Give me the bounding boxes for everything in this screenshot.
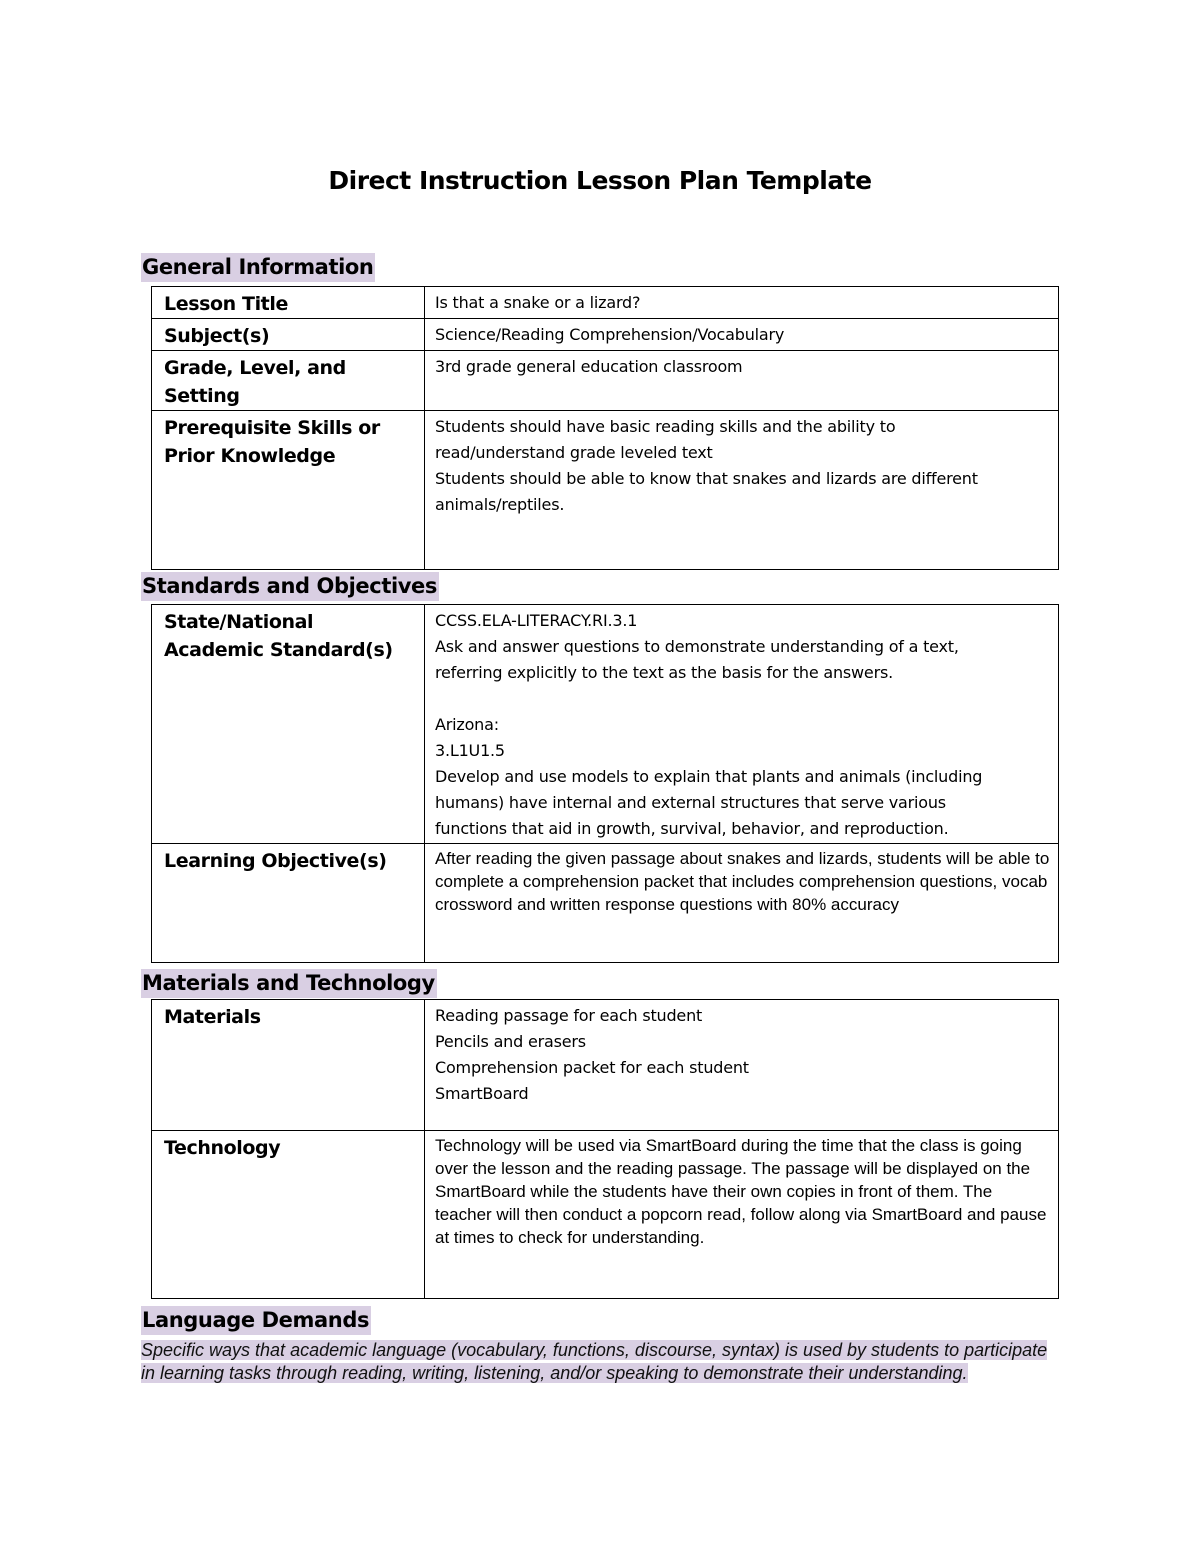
value-line: Comprehension packet for each student: [435, 1058, 749, 1077]
value-line: animals/reptiles.: [435, 495, 565, 514]
section-heading-general: General Information: [141, 253, 375, 282]
table-row: [152, 605, 1059, 844]
value-line: humans) have internal and external structures that serve various: [435, 793, 946, 812]
language-description: [141, 1339, 1051, 1385]
value-line: SmartBoard: [435, 1084, 529, 1103]
table-row: [152, 844, 1059, 963]
row-label: Materials: [152, 1000, 425, 1131]
value-line: Arizona:: [435, 715, 499, 734]
row-label: Technology: [152, 1131, 425, 1299]
value-line: CCSS.ELA-LITERACY.RI.3.1: [435, 611, 638, 630]
value-line: 3.L1U1.5: [435, 741, 505, 760]
table-row: [152, 411, 1059, 570]
row-label: Grade, Level, and Setting: [152, 351, 425, 411]
row-label: Learning Objective(s): [152, 844, 425, 963]
row-value: [425, 411, 1059, 570]
materials-table: [151, 999, 1059, 1299]
value-line: Students should have basic reading skills and the ability to: [435, 417, 896, 436]
row-label: Prerequisite Skills or Prior Knowledge: [152, 411, 425, 570]
section-heading-standards: Standards and Objectives: [141, 572, 439, 601]
row-value: [425, 1000, 1059, 1131]
row-value: Is that a snake or a lizard?: [425, 287, 1059, 319]
row-label: State/National Academic Standard(s): [152, 605, 425, 844]
section-heading-language: Language Demands: [141, 1306, 371, 1335]
value-line: Reading passage for each student: [435, 1006, 703, 1025]
value-line: referring explicitly to the text as the basis for the answers.: [435, 663, 893, 682]
row-label: Subject(s): [152, 319, 425, 351]
value-line: functions that aid in growth, survival, behavior, and reproduction.: [435, 819, 949, 838]
table-row: [152, 351, 1059, 411]
section-heading-materials: Materials and Technology: [141, 969, 437, 998]
standards-table: [151, 604, 1059, 963]
table-row: [152, 1131, 1059, 1299]
row-value: After reading the given passage about snakes and lizards, students will be able to complete a comprehension packet that includes comprehension questions, vocab crossword and written response questions with 80% accuracy: [425, 844, 1059, 963]
value-line: read/understand grade leveled text: [435, 443, 713, 462]
row-value: 3rd grade general education classroom: [425, 351, 1059, 411]
table-row: [152, 1000, 1059, 1131]
general-info-table: [151, 286, 1059, 570]
value-line: Ask and answer questions to demonstrate understanding of a text,: [435, 637, 959, 656]
page-title: Direct Instruction Lesson Plan Template: [328, 166, 872, 195]
row-value: [425, 605, 1059, 844]
value-line: Students should be able to know that snakes and lizards are different: [435, 469, 978, 488]
row-label: Lesson Title: [152, 287, 425, 319]
row-value: Technology will be used via SmartBoard during the time that the class is going over the lesson and the reading passage. The passage will be displayed on the SmartBoard while the students have their own copies in front of them. The teacher will then conduct a popcorn read, follow along via SmartBoard and pause at times to check for understanding.: [425, 1131, 1059, 1299]
table-row: [152, 319, 1059, 351]
value-line: Develop and use models to explain that plants and animals (including: [435, 767, 983, 786]
value-line: Pencils and erasers: [435, 1032, 586, 1051]
row-value: Science/Reading Comprehension/Vocabulary: [425, 319, 1059, 351]
highlighted-text: Specific ways that academic language (vocabulary, functions, discourse, syntax) is used by students to participate in learning tasks through reading, writing, listening, and/or speaking to demonstrate their understanding.: [141, 1340, 1048, 1383]
table-row: [152, 287, 1059, 319]
